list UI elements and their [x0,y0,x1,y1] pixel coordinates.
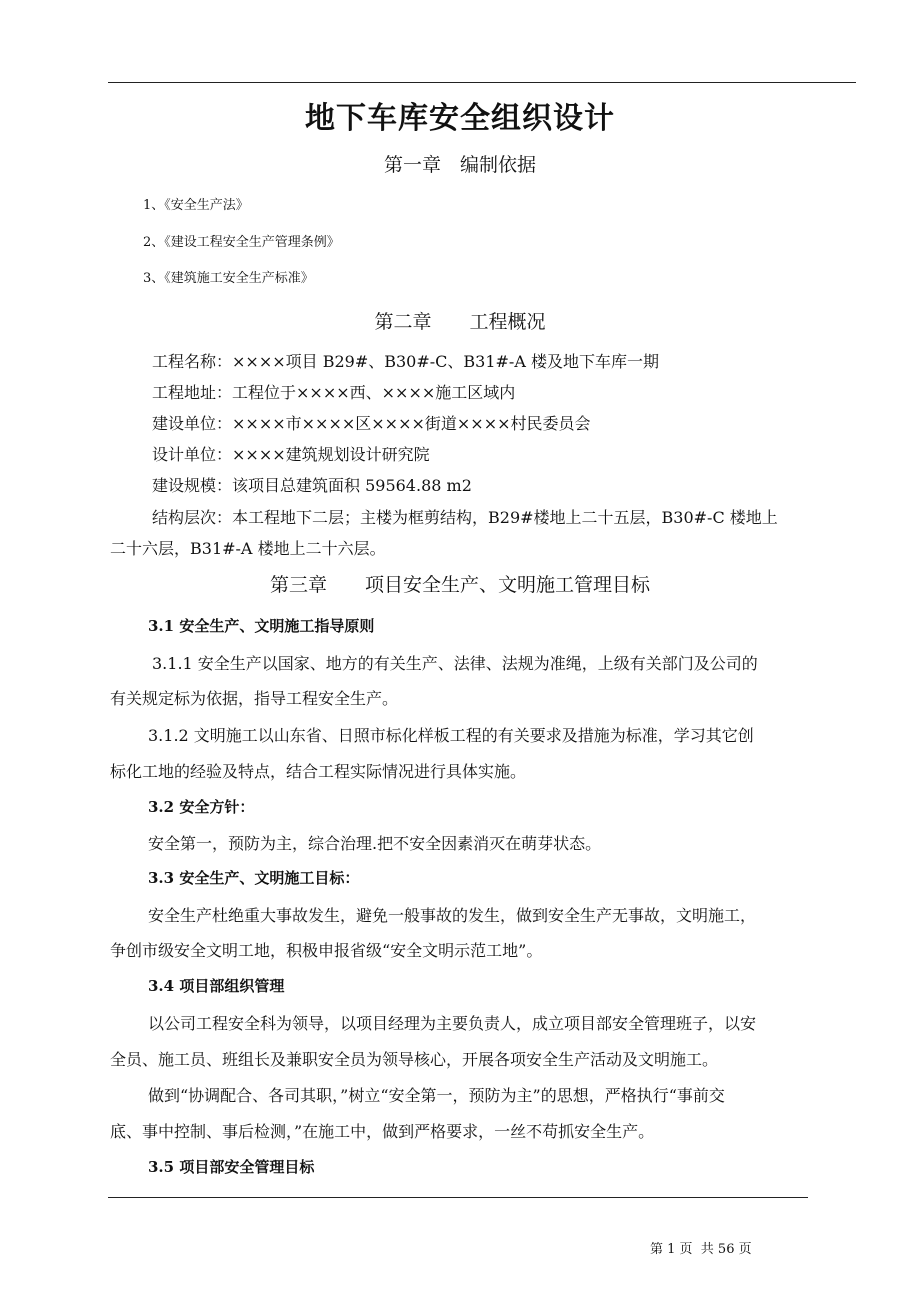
paragraph-line: 全员、施工员、班组长及兼职安全员为领导核心，开展各项安全生产活动及文明施工。 [110,1050,719,1069]
project-info-line: 工程地址：工程位于××××西、××××施工区域内 [152,383,516,402]
page-number: 第 1 页 共 56 页 [650,1242,752,1257]
section-heading: 3.2 安全方针： [148,798,255,816]
project-info-line: 结构层次：本工程地下二层；主楼为框剪结构，B29#楼地上二十五层，B30#-C 楼地上 [152,508,778,527]
paragraph-line: 做到“协调配合、各司其职，”树立“安全第一，预防为主”的思想，严格执行“事前交 [148,1086,725,1105]
paragraph-line: 以公司工程安全科为领导，以项目经理为主要负责人，成立项目部安全管理班子，以安 [148,1014,757,1033]
paragraph-line: 标化工地的经验及特点，结合工程实际情况进行具体实施。 [110,762,527,781]
chapter-1-title: 第一章 编制依据 [383,154,536,176]
reference-item: 1、《安全生产法》 [143,198,249,213]
paragraph-line: 3.1.2 文明施工以山东省、日照市标化样板工程的有关要求及措施为标准，学习其它创 [148,726,754,745]
paragraph-line: 安全第一，预防为主，综合治理.把不安全因素消灭在萌芽状态。 [148,834,602,853]
project-info-line: 工程名称：××××项目 B29#、B30#-C、B31#-A 楼及地下车库一期 [152,352,659,371]
project-info-line: 二十六层，B31#-A 楼地上二十六层。 [110,539,386,558]
paragraph-line: 有关规定标为依据，指导工程安全生产。 [110,689,399,708]
reference-item: 2、《建设工程安全生产管理条例》 [143,235,340,250]
paragraph-line: 安全生产杜绝重大事故发生，避免一般事故的发生，做到安全生产无事故，文明施工， [148,906,757,925]
chapter-2-title: 第二章 工程概况 [374,311,546,333]
chapter-3-title: 第三章 项目安全生产、文明施工管理目标 [269,574,650,596]
project-info-line: 设计单位：××××建筑规划设计研究院 [152,445,430,464]
section-heading: 3.3 安全生产、文明施工目标： [148,869,360,887]
project-info-line: 建设规模：该项目总建筑面积 59564.88 m2 [152,476,472,495]
section-heading: 3.5 项目部安全管理目标 [148,1158,315,1176]
footer-rule [108,1197,808,1198]
paragraph-line: 底、事中控制、事后检测，”在施工中，做到严格要求，一丝不苟抓安全生产。 [110,1122,655,1141]
reference-item: 3、《建筑施工安全生产标准》 [143,271,314,286]
header-rule [108,82,856,83]
project-info-line: 建设单位：××××市××××区××××街道××××村民委员会 [152,414,591,433]
paragraph-line: 争创市级安全文明工地，积极申报省级“安全文明示范工地”。 [110,941,543,960]
document-title: 地下车库安全组织设计 [305,101,615,136]
section-heading: 3.4 项目部组织管理 [148,977,285,995]
section-heading: 3.1 安全生产、文明施工指导原则 [148,617,375,635]
paragraph-line: 3.1.1 安全生产以国家、地方的有关生产、法律、法规为准绳，上级有关部门及公司的 [152,654,758,673]
